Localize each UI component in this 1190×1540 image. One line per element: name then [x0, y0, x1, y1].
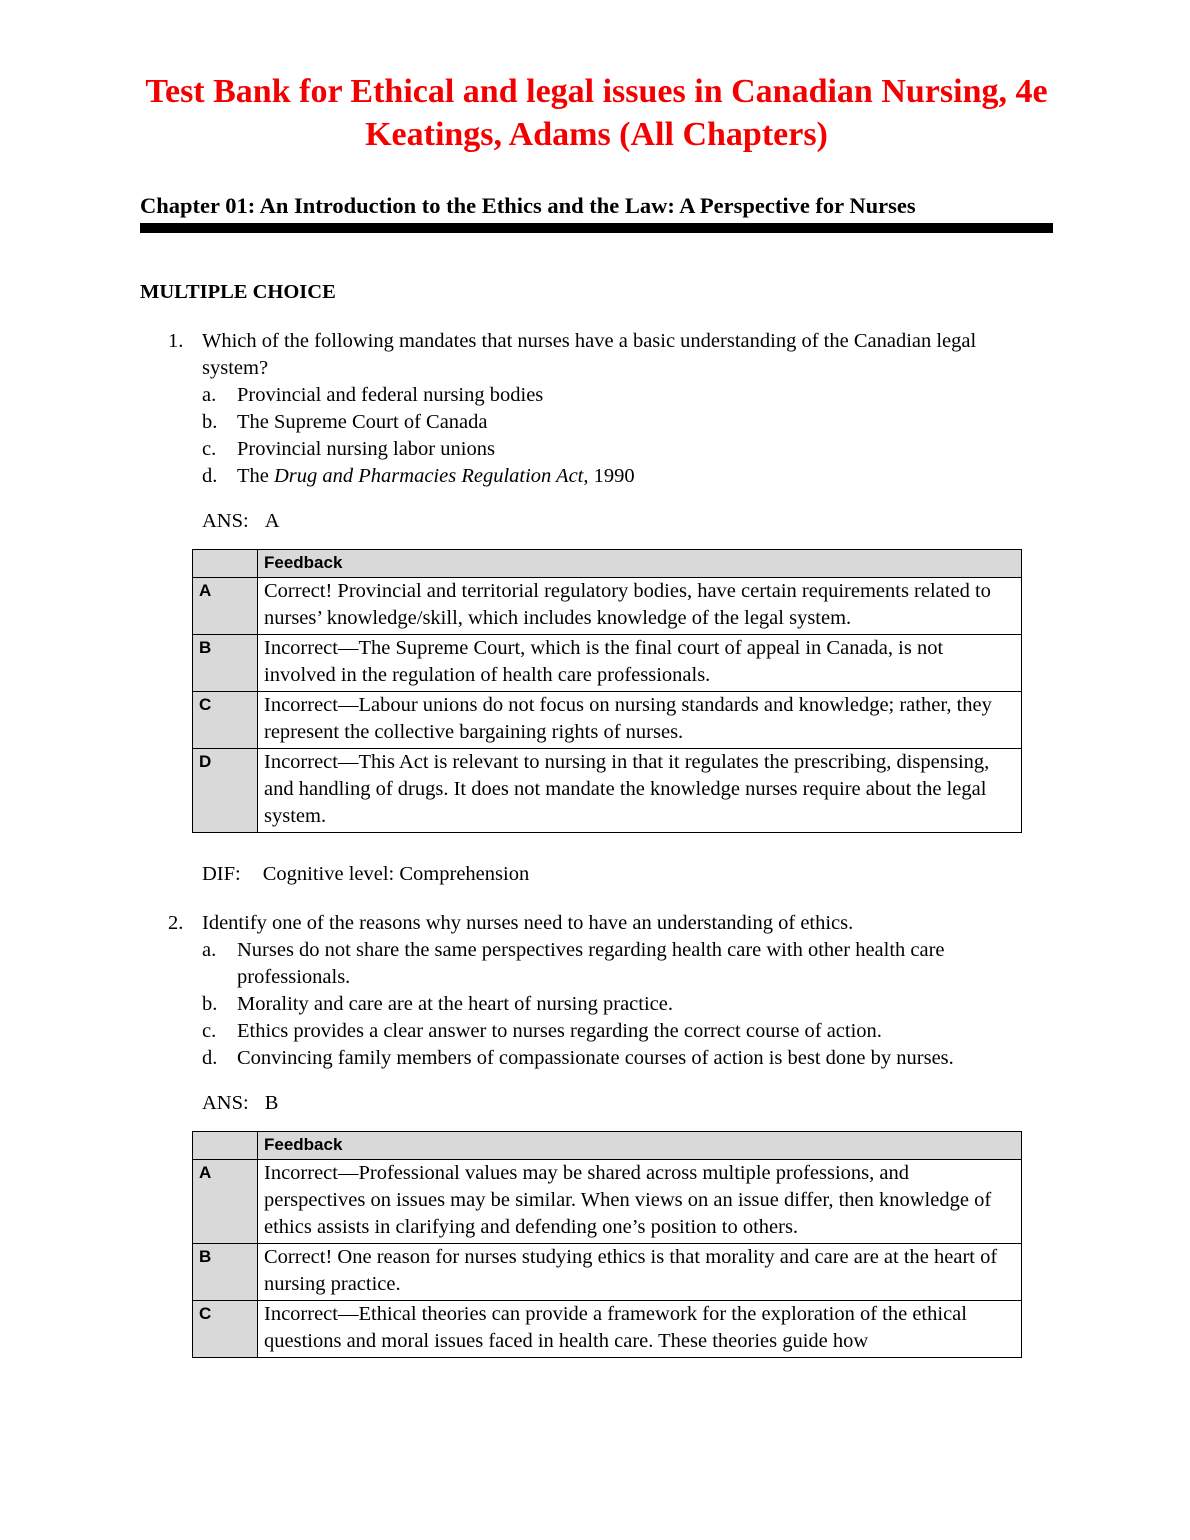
feedback-text-cell: Correct! Provincial and territorial regulatory bodies, have certain requirements related to nurses’ knowledge/skill, which includes knowledge of the legal system.: [258, 578, 1022, 635]
chapter-heading-block: [140, 192, 1053, 233]
answer-option-b: [202, 409, 1053, 436]
option-text-part: Convincing family members of compassionate courses of action is best done by nurses.: [237, 1047, 954, 1070]
option-text-part: Provincial nursing labor unions: [237, 438, 495, 461]
option-text-part: Nurses do not share the same perspectives regarding health care with other health care professionals.: [237, 939, 945, 989]
question-text: Identify one of the reasons why nurses need to have an understanding of ethics.: [202, 912, 854, 935]
feedback-row-d: [193, 749, 1022, 833]
answer-option-d: [202, 1045, 1053, 1072]
option-text: [237, 436, 495, 463]
option-text: [237, 382, 543, 409]
question-number: 1.: [168, 330, 184, 353]
option-letter: c.: [202, 438, 217, 461]
feedback-letter-cell: A: [193, 578, 258, 635]
feedback-header-row: [193, 1132, 1022, 1160]
option-letter: c.: [202, 1020, 217, 1043]
question-stem: [168, 910, 1053, 937]
document-title: Test Bank for Ethical and legal issues in Canadian Nursing, 4e Keatings, Adams (All Chapters): [145, 73, 1048, 154]
option-text: [237, 409, 487, 436]
feedback-header-cell: Feedback: [258, 550, 1022, 578]
option-text-part: Provincial and federal nursing bodies: [237, 384, 544, 407]
question-block-2: [140, 910, 1053, 1358]
feedback-row-c: [193, 692, 1022, 749]
ans-value: B: [264, 1092, 279, 1115]
feedback-letter-cell: B: [193, 1244, 258, 1301]
answer-option-a: [202, 937, 1053, 991]
chapter-underline-bar: [140, 223, 1053, 233]
feedback-row-c: [193, 1301, 1022, 1358]
feedback-letter-cell: D: [193, 749, 258, 833]
option-text-part: The: [237, 465, 274, 488]
feedback-text-cell: Incorrect—Professional values may be shared across multiple professions, and perspectives on issues may be similar. When views on an issue differ, then knowledge of ethics assists in clarifying and defending one’s position to others.: [258, 1160, 1022, 1244]
ans-label: ANS:: [202, 510, 249, 533]
feedback-header-row: [193, 550, 1022, 578]
feedback-header-cell: Feedback: [258, 1132, 1022, 1160]
feedback-text-cell: Incorrect—Ethical theories can provide a framework for the exploration of the ethical questions and moral issues faced in health care. These theories guide how: [258, 1301, 1022, 1358]
answer-option-d: [202, 463, 1053, 490]
answer-option-c: [202, 1018, 1053, 1045]
dif-line: [202, 861, 1053, 888]
option-letter: d.: [202, 465, 218, 488]
feedback-text-cell: Incorrect—Labour unions do not focus on nursing standards and knowledge; rather, they represent the collective bargaining rights of nurses.: [258, 692, 1022, 749]
feedback-table-1: [192, 549, 1022, 833]
feedback-table-2: [192, 1131, 1022, 1358]
option-text-part: Morality and care are at the heart of nursing practice.: [237, 993, 673, 1016]
feedback-row-b: [193, 635, 1022, 692]
option-text-italic: Drug and Pharmacies Regulation Act: [274, 465, 584, 488]
feedback-text-cell: Incorrect—This Act is relevant to nursing in that it regulates the prescribing, dispensing, and handling of drugs. It does not mandate the knowledge nurses require about the legal system.: [258, 749, 1022, 833]
feedback-text-cell: Incorrect—The Supreme Court, which is the final court of appeal in Canada, is not involved in the regulation of health care professionals.: [258, 635, 1022, 692]
feedback-row-b: [193, 1244, 1022, 1301]
feedback-header-corner-cell: [193, 1132, 258, 1160]
feedback-letter-cell: A: [193, 1160, 258, 1244]
feedback-row-a: [193, 578, 1022, 635]
answer-option-c: [202, 436, 1053, 463]
feedback-letter-cell: C: [193, 1301, 258, 1358]
ans-label: ANS:: [202, 1092, 249, 1115]
option-letter: a.: [202, 939, 217, 962]
answer-line: [202, 1090, 1053, 1117]
feedback-letter-cell: C: [193, 692, 258, 749]
dif-label: DIF:: [202, 863, 241, 886]
feedback-letter-cell: B: [193, 635, 258, 692]
question-stem: [168, 328, 1053, 382]
question-block-1: [140, 328, 1053, 888]
answer-option-a: [202, 382, 1053, 409]
answer-option-b: [202, 991, 1053, 1018]
dif-value: Cognitive level: Comprehension: [262, 863, 530, 886]
option-text: [237, 1018, 882, 1045]
chapter-heading: Chapter 01: An Introduction to the Ethics and the Law: A Perspective for Nurses: [140, 193, 916, 219]
option-text: [237, 463, 635, 490]
option-text: [237, 1045, 954, 1072]
option-letter: b.: [202, 993, 218, 1016]
answer-line: [202, 508, 1053, 535]
option-text: [237, 991, 673, 1018]
option-letter: b.: [202, 411, 218, 434]
multiple-choice-heading: MULTIPLE CHOICE: [140, 281, 336, 304]
feedback-row-a: [193, 1160, 1022, 1244]
option-letter: d.: [202, 1047, 218, 1070]
question-number: 2.: [168, 912, 184, 935]
ans-value: A: [264, 510, 280, 533]
question-text: Which of the following mandates that nurses have a basic understanding of the Canadian legal system?: [202, 330, 977, 380]
feedback-header-corner-cell: [193, 550, 258, 578]
option-text-part: , 1990: [583, 465, 635, 488]
option-text-part: The Supreme Court of Canada: [237, 411, 488, 434]
option-text-part: Ethics provides a clear answer to nurses regarding the correct course of action.: [237, 1020, 882, 1043]
feedback-text-cell: Correct! One reason for nurses studying ethics is that morality and care are at the heart of nursing practice.: [258, 1244, 1022, 1301]
option-letter: a.: [202, 384, 217, 407]
option-text: [237, 937, 1035, 991]
